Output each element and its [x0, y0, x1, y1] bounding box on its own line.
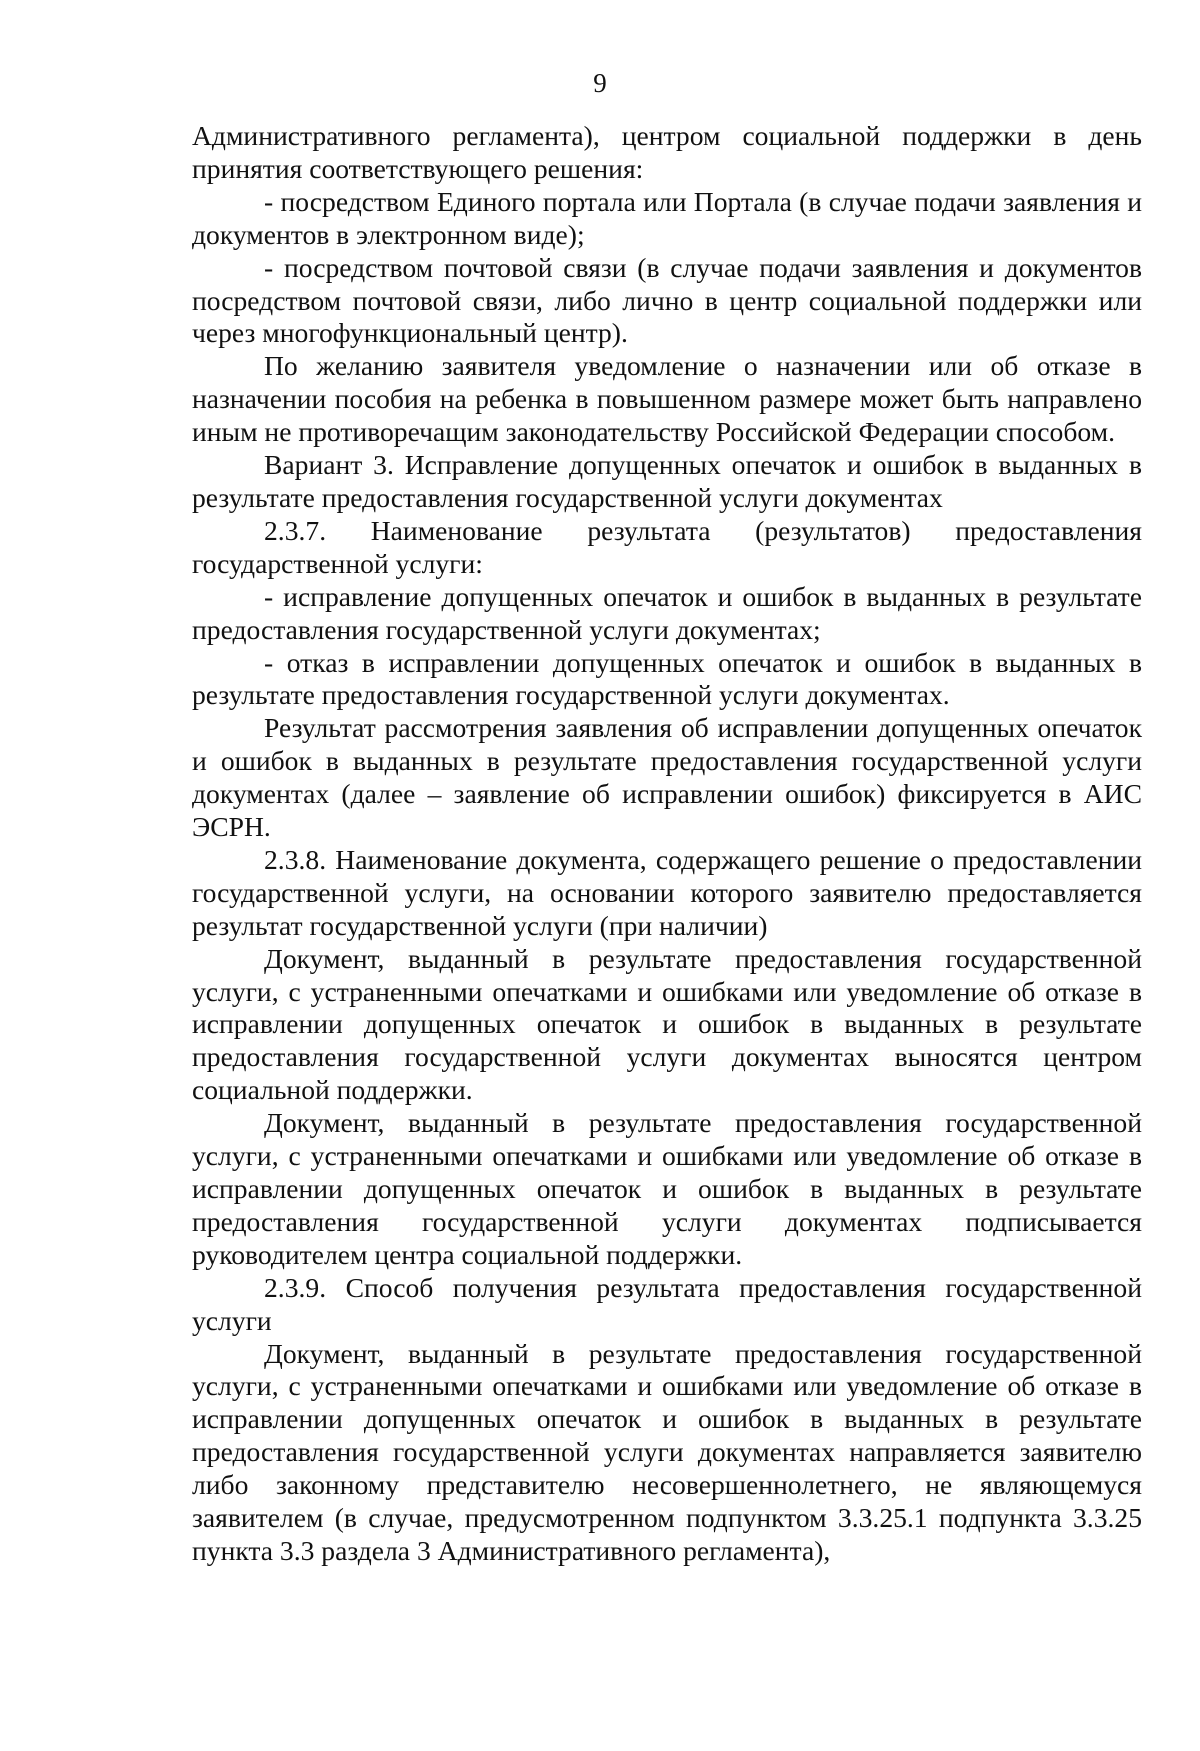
paragraph-document-sent: Документ, выданный в результате предоставления государственной услуги, с устраненными опечатками и ошибками или уведомление об отказе в исправлении допущенных опечаток и ошибок в выданных в результате предоставления государственной услуги документах направляется заявителю либо законному представителю несовершеннолетнего, не являющемуся заявителем (в случае, предусмотренном подпунктом 3.3.25.1 подпункта 3.3.25 пункта 3.3 раздела 3 Административного регламента),	[192, 1337, 1142, 1566]
list-item-postal: - посредством почтовой связи (в случае подачи заявления и документов посредством почтовой связи, либо лично в центр социальной поддержки или через многофункциональный центр).	[192, 251, 1142, 349]
paragraph-result-recorded: Результат рассмотрения заявления об исправлении допущенных опечаток и ошибок в выданных в результате предоставления государственной услуги документах (далее – заявление об исправлении ошибок) фиксируется в АИС ЭСРН.	[192, 712, 1142, 843]
page-number: 9	[593, 68, 607, 98]
paragraph-continuation: Административного регламента), центром социальной поддержки в день принятия соответствующего решения:	[192, 120, 1142, 184]
section-heading-variant-3: Вариант 3. Исправление допущенных опечаток и ошибок в выданных в результате предоставления государственной услуги документах	[192, 449, 1142, 513]
list-item-correction: - исправление допущенных опечаток и ошибок в выданных в результате предоставления государственной услуги документах;	[192, 580, 1142, 645]
list-item-portal: - посредством Единого портала или Портала (в случае подачи заявления и документов в электронном виде);	[192, 185, 1142, 250]
section-heading-2-3-7: 2.3.7. Наименование результата (результатов) предоставления государственной услуги:	[192, 514, 1142, 579]
page-body	[192, 120, 1142, 1568]
list-item-refusal: - отказ в исправлении допущенных опечаток и ошибок в выданных в результате предоставления государственной услуги документах.	[192, 646, 1142, 711]
paragraph-document-issued: Документ, выданный в результате предоставления государственной услуги, с устраненными опечатками и ошибками или уведомление об отказе в исправлении допущенных опечаток и ошибок в выданных в результате предоставления государственной услуги документах выносятся центром социальной поддержки.	[192, 942, 1142, 1106]
paragraph-document-signed: Документ, выданный в результате предоставления государственной услуги, с устраненными опечатками и ошибками или уведомление об отказе в исправлении допущенных опечаток и ошибок в выданных в результате предоставления государственной услуги документах подписывается руководителем центра социальной поддержки.	[192, 1107, 1142, 1270]
paragraph-notification-method: По желанию заявителя уведомление о назначении или об отказе в назначении пособия на ребенка в повышенном размере может быть направлено иным не противоречащим законодательству Российской Федерации способом.	[192, 350, 1142, 448]
section-heading-2-3-9: 2.3.9. Способ получения результата предоставления государственной услуги	[192, 1271, 1142, 1336]
section-heading-2-3-8: 2.3.8. Наименование документа, содержащего решение о предоставлении государственной услуги, на основании которого заявителю предоставляется результат государственной услуги (при наличии)	[192, 843, 1142, 941]
